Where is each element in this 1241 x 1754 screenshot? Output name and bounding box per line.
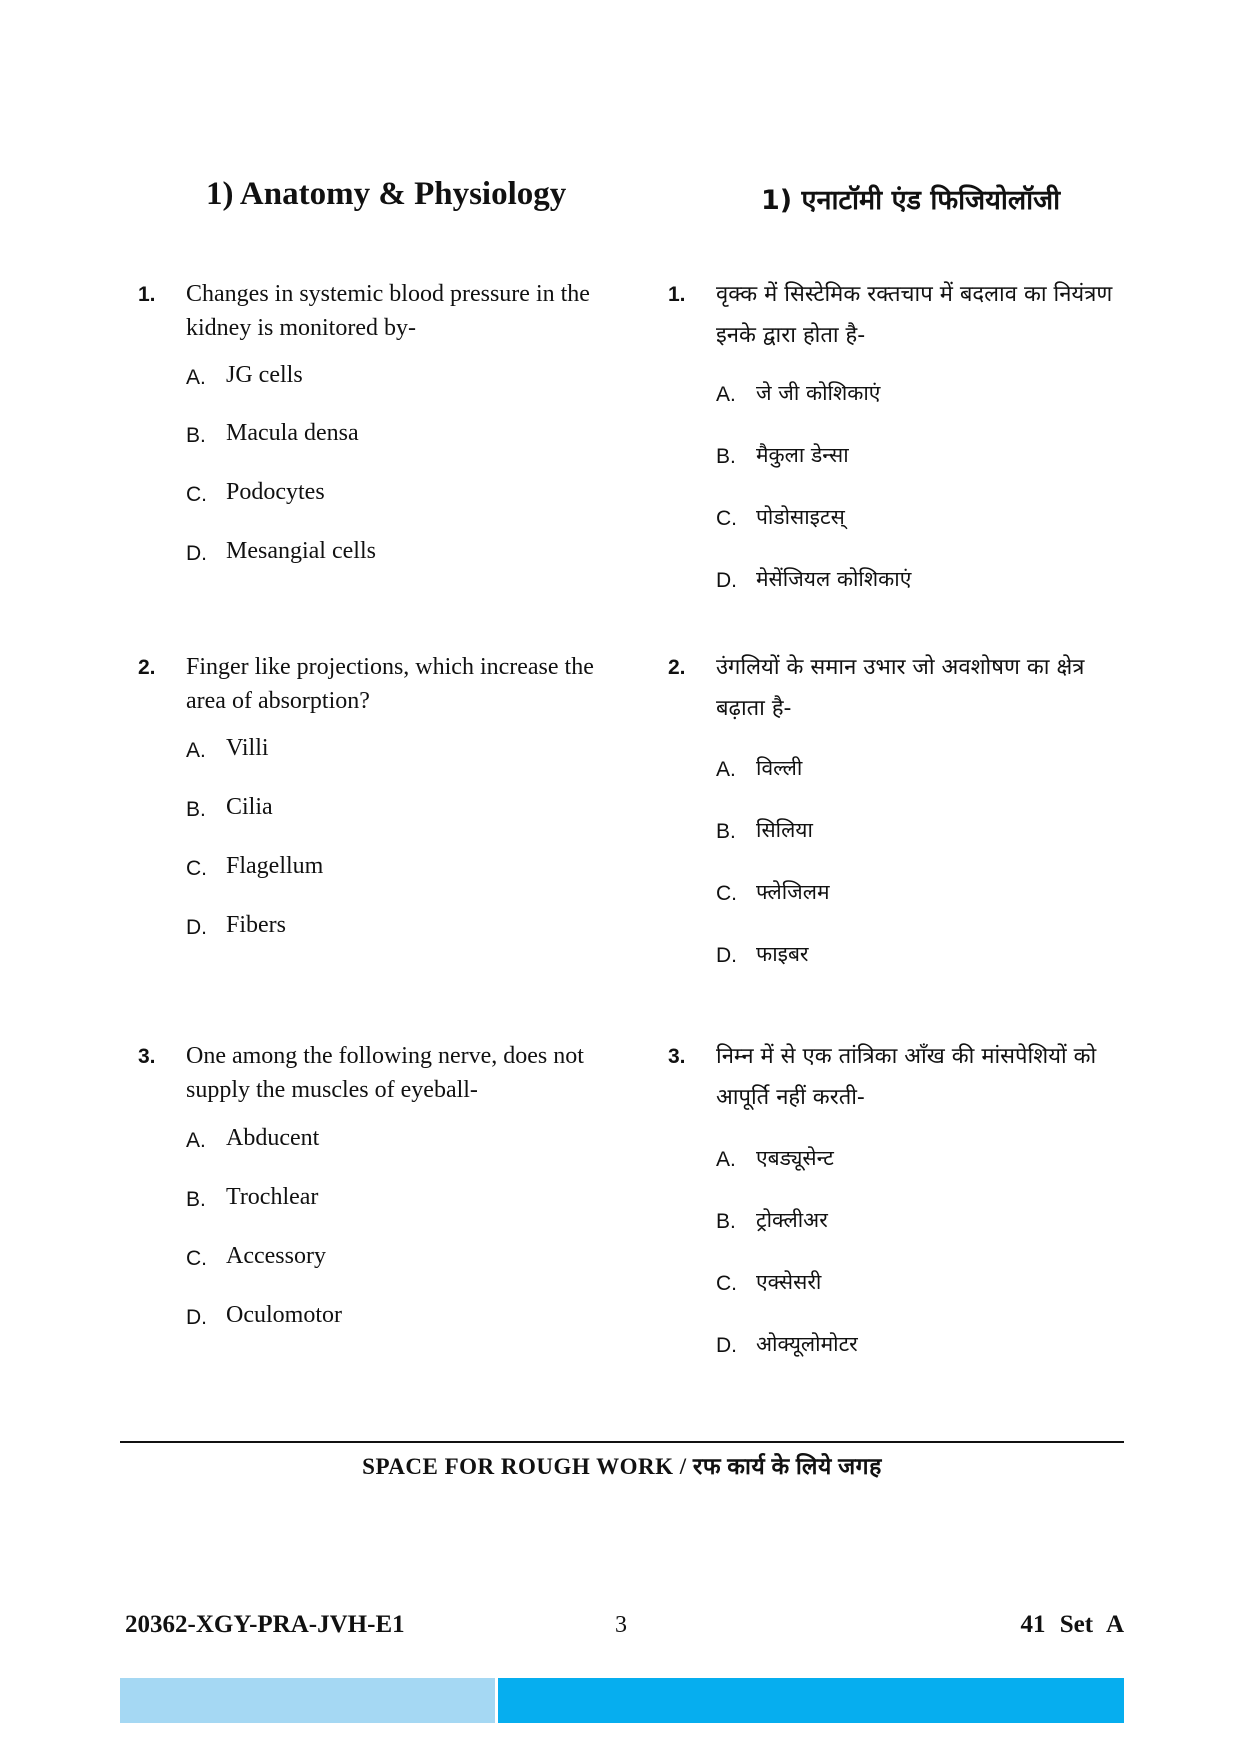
- option-text: Oculomotor: [226, 1302, 342, 1328]
- option-letter: A.: [716, 1148, 736, 1171]
- rough-work-label: SPACE FOR ROUGH WORK / रफ कार्य के लिये जगह: [362, 1454, 882, 1479]
- option-text: Accessory: [226, 1243, 326, 1269]
- question-text: उंगलियों के समान उभार जो अवशोषण का क्षेत्र बढ़ाता है-: [716, 655, 1085, 721]
- option-text: Mesangial cells: [226, 538, 376, 564]
- option-text: Podocytes: [226, 479, 325, 505]
- question-number: 3.: [668, 1045, 686, 1068]
- question-text: One among the following nerve, does not supply the muscles of eyeball-: [186, 1043, 584, 1103]
- option-letter: C.: [186, 857, 207, 880]
- option-text: ओक्यूलोमोटर: [756, 1332, 858, 1356]
- option-letter: B.: [186, 798, 206, 821]
- option-letter: B.: [716, 445, 736, 468]
- option-text: मेसेंजियल कोशिकाएं: [756, 567, 912, 591]
- option-letter: A.: [186, 739, 206, 762]
- option-text: मैकुला डेन्सा: [756, 443, 849, 467]
- question-number: 2.: [668, 656, 686, 679]
- option-text: फ्लेजिलम: [756, 880, 830, 904]
- option-letter: C.: [186, 1247, 207, 1270]
- option-text: जे जी कोशिकाएं: [756, 381, 881, 405]
- option-text: Cilia: [226, 794, 273, 820]
- option-letter: C.: [716, 507, 737, 530]
- option-text: Trochlear: [226, 1184, 319, 1210]
- option-letter: D.: [186, 542, 207, 565]
- option-letter: A.: [716, 383, 736, 406]
- option-letter: B.: [186, 424, 206, 447]
- option-letter: B.: [716, 820, 736, 843]
- question-number: 1.: [138, 283, 156, 306]
- option-letter: D.: [186, 916, 207, 939]
- question-text: वृक्क में सिस्टेमिक रक्तचाप में बदलाव का नियंत्रण इनके द्वारा होता है-: [716, 282, 1113, 348]
- footer-paper-code: 20362-XGY-PRA-JVH-E1: [125, 1611, 405, 1638]
- question-number: 1.: [668, 283, 686, 306]
- option-text: विल्ली: [756, 756, 803, 780]
- option-letter: C.: [186, 483, 207, 506]
- option-letter: B.: [716, 1210, 736, 1233]
- option-text: ट्रोक्लीअर: [756, 1208, 828, 1232]
- option-letter: D.: [186, 1306, 207, 1329]
- footer-bar-dark: [498, 1678, 1124, 1723]
- section-title-english: 1) Anatomy & Physiology: [206, 176, 567, 212]
- option-text: पोडोसाइटस्: [756, 505, 845, 529]
- footer-page-number: 3: [615, 1612, 627, 1638]
- option-text: एबड्यूसेन्ट: [756, 1146, 834, 1170]
- option-text: Villi: [226, 735, 269, 761]
- section-title-hindi: 1) एनाटॉमी एंड फिजियोलॉजी: [761, 185, 1061, 216]
- question-text: Finger like projections, which increase the area of absorption?: [186, 654, 594, 714]
- option-letter: C.: [716, 882, 737, 905]
- question-text: Changes in systemic blood pressure in the kidney is monitored by-: [186, 281, 590, 341]
- option-letter: B.: [186, 1188, 206, 1211]
- rough-work-divider: [120, 1441, 1124, 1443]
- question-number: 3.: [138, 1045, 156, 1068]
- option-letter: D.: [716, 569, 737, 592]
- option-text: JG cells: [226, 362, 303, 388]
- footer-bar-light: [120, 1678, 495, 1723]
- option-text: फाइबर: [756, 942, 809, 966]
- question-number: 2.: [138, 656, 156, 679]
- option-letter: D.: [716, 944, 737, 967]
- option-letter: A.: [716, 758, 736, 781]
- question-text: निम्न में से एक तांत्रिका आँख की मांसपेशियों को आपूर्ति नहीं करती-: [716, 1044, 1097, 1110]
- option-text: Fibers: [226, 912, 286, 938]
- option-text: एक्सेसरी: [756, 1270, 822, 1294]
- option-letter: C.: [716, 1272, 737, 1295]
- option-text: Flagellum: [226, 853, 324, 879]
- option-text: सिलिया: [756, 818, 813, 842]
- option-text: Macula densa: [226, 420, 359, 446]
- option-text: Abducent: [226, 1125, 320, 1151]
- option-letter: D.: [716, 1334, 737, 1357]
- footer-set-label: 41 Set A: [1020, 1611, 1124, 1638]
- option-letter: A.: [186, 1129, 206, 1152]
- option-letter: A.: [186, 366, 206, 389]
